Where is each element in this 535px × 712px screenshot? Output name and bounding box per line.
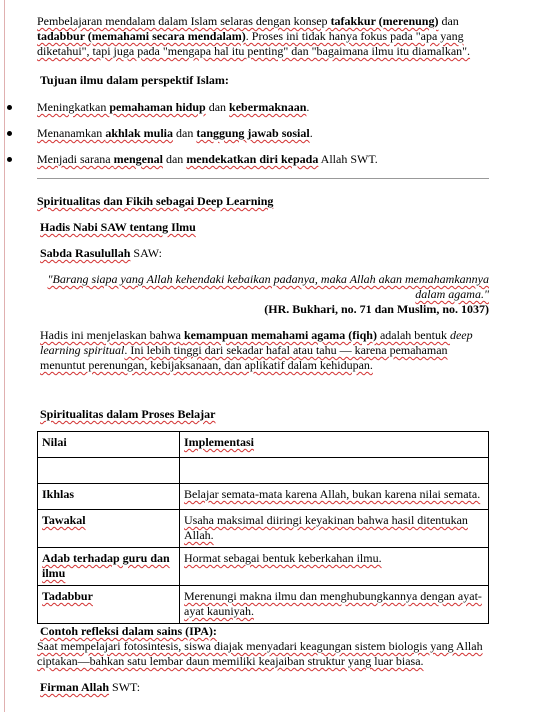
proses-heading: Spiritualitas dalam Proses Belajar: [40, 407, 216, 421]
document-page: [37, 14, 489, 695]
header-implementasi: Implementasi: [180, 432, 489, 458]
cell-implementasi: Merenungi makna ilmu dan menghubungkannya dengan ayat-ayat kauniyah.: [180, 586, 489, 624]
hadith-quote: "Barang siapa yang Allah kehendaki kebaikan padanya, maka Allah akan memahamkannya dalam agama.": [47, 272, 489, 301]
table-header-row: [38, 432, 489, 458]
cell-implementasi: Usaha maksimal diiringi keyakinan bahwa hasil ditentukan Allah.: [180, 510, 489, 548]
hadith-reference: (HR. Bukhari, no. 71 dan Muslim, no. 1037): [264, 302, 489, 316]
section-title: Spiritualitas dan Fikih sebagai Deep Learning: [37, 194, 274, 208]
hadis-explanation: Hadis ini menjelaskan bahwa kemampuan memahami agama (fiqh) adalah bentuk deep learning spiritual. Ini lebih tinggi dari sekadar hafal atau tahu — karena pemahaman menuntut perenungan, kebijaksanaan, dan aplikatif dalam kehidupan.: [40, 328, 473, 372]
firman-line: Firman Allah SWT:: [40, 680, 141, 694]
cell-nilai: Tawakal: [38, 510, 180, 548]
table-row: [38, 510, 489, 548]
list-item: Menjadi sarana mengenal dan mendekatkan diri kepada Allah SWT.: [37, 152, 489, 167]
page-margin-line: [4, 0, 5, 712]
table-row: [38, 548, 489, 586]
cell-nilai: Adab terhadap guru dan ilmu: [38, 548, 180, 586]
table-row: [38, 586, 489, 624]
hadis-heading: Hadis Nabi SAW tentang Ilmu: [40, 220, 196, 234]
section-divider: [37, 178, 489, 179]
list-item: Menanamkan akhlak mulia dan tanggung jawab sosial.: [37, 126, 489, 141]
list-item: Meningkatkan pemahaman hidup dan kebermaknaan.: [37, 100, 489, 115]
intro-paragraph: Pembelajaran mendalam dalam Islam selaras dengan konsep tafakkur (merenung) dan tadabbur (memahami secara mendalam). Proses ini tidak hanya fokus pada "apa yang diketahui", tapi juga pada "mengapa hal itu penting" dan "bagaimana ilmu itu diamalkan".: [37, 14, 471, 58]
tujuan-heading: Tujuan ilmu dalam perspektif Islam:: [40, 73, 229, 87]
cell-implementasi: Belajar semata-mata karena Allah, bukan karena nilai semata.: [180, 484, 489, 510]
header-nilai: Nilai: [38, 432, 180, 458]
tujuan-list: [37, 100, 489, 167]
table-row: [38, 484, 489, 510]
sabda-line: Sabda Rasulullah SAW:: [40, 246, 162, 260]
cell-nilai: Tadabbur: [38, 586, 180, 624]
table-row-empty: [38, 458, 489, 484]
contoh-paragraph: Saat mempelajari fotosintesis, siswa diajak menyadari keagungan sistem biologis yang Allah ciptakan—bahkan satu lembar daun memiliki keajaiban struktur yang luar biasa.: [37, 639, 483, 668]
values-table: [37, 431, 489, 624]
cell-implementasi: Hormat sebagai bentuk keberkahan ilmu.: [180, 548, 489, 586]
contoh-heading: Contoh refleksi dalam sains (IPA):: [40, 624, 217, 638]
cell-nilai: Ikhlas: [38, 484, 180, 510]
